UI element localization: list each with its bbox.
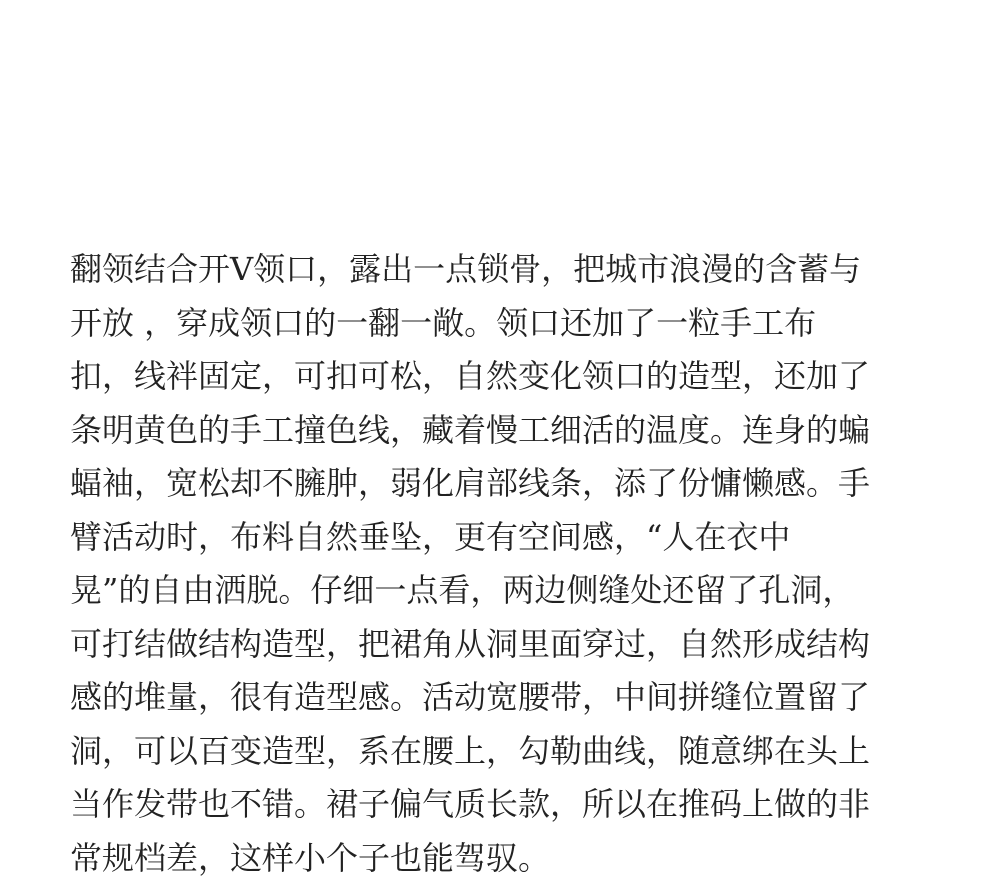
- text-line: 晃”的自由洒脱。仔细一点看，两边侧缝处还留了孔洞，: [70, 564, 930, 618]
- text-line: 翻领结合开V领口，露出一点锁骨，把城市浪漫的含蓄与: [70, 243, 930, 297]
- text-line: 当作发带也不错。裙子偏气质长款，所以在推码上做的非: [70, 778, 930, 832]
- text-line: 扣，线袢固定，可扣可松，自然变化领口的造型，还加了: [70, 350, 930, 404]
- text-line: 开放 ，穿成领口的一翻一敞。领口还加了一粒手工布: [70, 297, 930, 351]
- text-line: 可打结做结构造型，把裙角从洞里面穿过，自然形成结构: [70, 618, 930, 672]
- text-line: 蝠袖，宽松却不臃肿，弱化肩部线条，添了份慵懒感。手: [70, 457, 930, 511]
- text-line: 条明黄色的手工撞色线，藏着慢工细活的温度。连身的蝙: [70, 404, 930, 458]
- text-line: 感的堆量，很有造型感。活动宽腰带，中间拼缝位置留了: [70, 671, 930, 725]
- text-line: 臂活动时，布料自然垂坠，更有空间感，“人在衣中: [70, 511, 930, 565]
- text-line: 洞，可以百变造型，系在腰上，勾勒曲线，随意绑在头上: [70, 725, 930, 779]
- article-text: [70, 243, 930, 885]
- text-line: 常规档差，这样小个子也能驾驭。: [70, 832, 930, 885]
